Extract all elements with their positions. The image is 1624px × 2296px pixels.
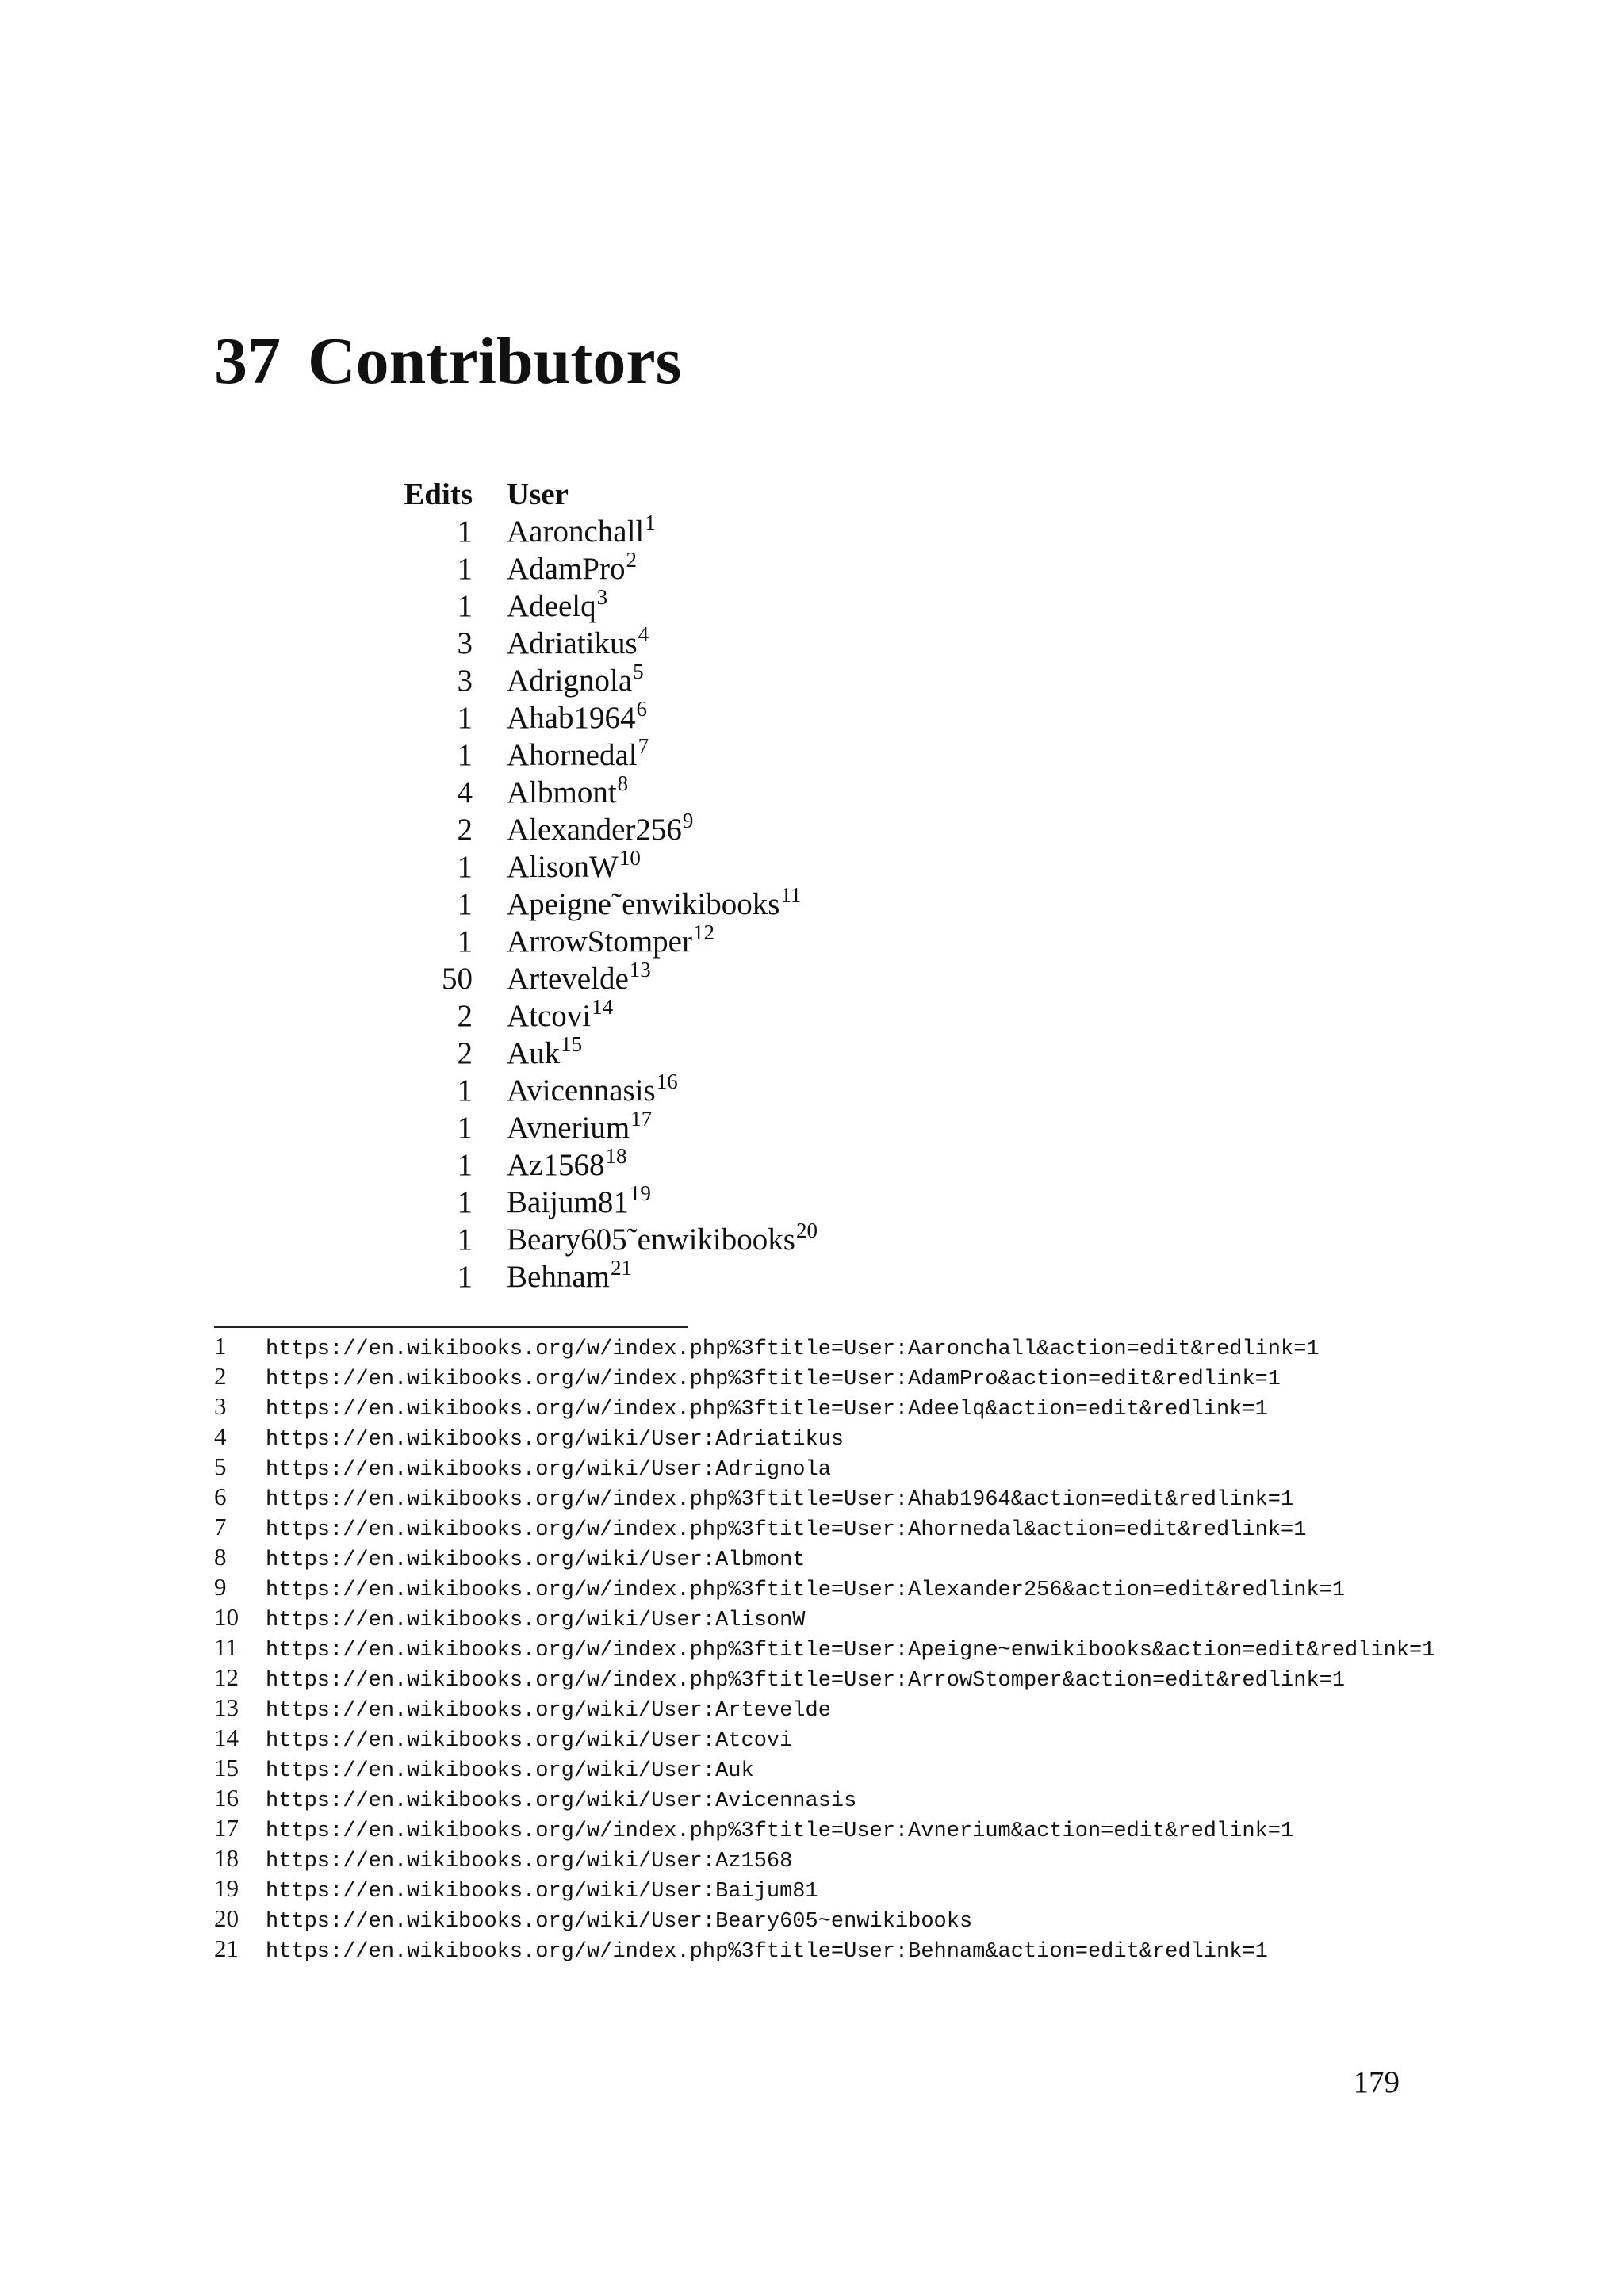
footnote xyxy=(214,1663,1562,1693)
page-number: 179 xyxy=(1353,2065,1400,2099)
footnote-url-link[interactable]: https://en.wikibooks.org/wiki/User:Baijum81 xyxy=(266,1880,818,1904)
edit-count: 1 xyxy=(457,1260,473,1294)
user-name: Artevelde xyxy=(507,962,629,996)
footnote-ref: 19 xyxy=(629,1181,651,1205)
footnote-number: 9 xyxy=(214,1573,227,1601)
user-name: Avnerium xyxy=(507,1111,630,1145)
footnote-url-link[interactable]: https://en.wikibooks.org/w/index.php%3ftitle=User:Avnerium&action=edit&redlink=1 xyxy=(266,1820,1294,1843)
footnote xyxy=(214,1632,1562,1663)
footnote xyxy=(214,1602,1562,1632)
footnote xyxy=(214,1572,1562,1602)
footnote-number: 1 xyxy=(214,1332,227,1360)
footnote xyxy=(214,1873,1562,1904)
table-row xyxy=(381,1032,1094,1072)
footnote-ref: 6 xyxy=(636,697,647,721)
user-name: Adriatikus xyxy=(507,626,638,660)
user-cell xyxy=(507,883,802,923)
table-row xyxy=(381,1072,1094,1109)
table-row xyxy=(381,997,1094,1035)
footnote xyxy=(214,1723,1562,1753)
chapter-heading xyxy=(214,324,682,398)
edit-count: 3 xyxy=(457,664,473,698)
user-name: Albmont xyxy=(507,775,617,809)
user-name: Az1568 xyxy=(507,1148,605,1182)
footnote-number: 13 xyxy=(214,1693,239,1721)
footnote xyxy=(214,1452,1562,1482)
user-cell xyxy=(507,550,637,587)
user-cell xyxy=(507,811,693,848)
user-cell xyxy=(507,1072,678,1109)
contributors-table xyxy=(381,476,1094,1295)
user-name: Apeigne˜enwikibooks xyxy=(507,887,780,921)
footnote-url-link[interactable]: https://en.wikibooks.org/wiki/User:Adriatikus xyxy=(266,1428,845,1452)
footnote xyxy=(214,1783,1562,1813)
footnote-ref: 1 xyxy=(645,511,656,534)
footnote xyxy=(214,1813,1562,1843)
table-row xyxy=(381,883,1094,923)
table-row xyxy=(381,1181,1094,1221)
footnote-number: 2 xyxy=(214,1362,227,1390)
footnote-ref: 2 xyxy=(626,548,637,572)
footnote xyxy=(214,1843,1562,1873)
footnote-ref: 10 xyxy=(619,846,641,870)
user-cell xyxy=(507,960,651,997)
table-header xyxy=(381,476,1094,513)
footnote-ref: 20 xyxy=(795,1219,818,1242)
user-name: AlisonW xyxy=(507,850,619,884)
footnote xyxy=(214,1904,1562,1934)
edit-count: 1 xyxy=(457,1223,473,1257)
footnote-url-link[interactable]: https://en.wikibooks.org/wiki/User:Adrignola xyxy=(266,1458,831,1482)
footnote-number: 11 xyxy=(214,1633,238,1661)
footnote-url-link[interactable]: https://en.wikibooks.org/w/index.php%3ftitle=User:Alexander256&action=edit&redlink=1 xyxy=(266,1578,1346,1602)
edit-count: 1 xyxy=(457,701,473,735)
footnote-ref: 12 xyxy=(692,920,714,944)
footnote-number: 14 xyxy=(214,1724,239,1751)
footnote-number: 16 xyxy=(214,1784,239,1812)
footnote-ref: 18 xyxy=(605,1144,627,1168)
footnote-url-link[interactable]: https://en.wikibooks.org/wiki/User:Beary605~enwikibooks xyxy=(266,1910,973,1934)
user-cell xyxy=(507,587,607,625)
user-name: Auk xyxy=(507,1036,561,1070)
footnote-url-link[interactable]: https://en.wikibooks.org/w/index.php%3ftitle=User:AdamPro&action=edit&redlink=1 xyxy=(266,1368,1281,1391)
footnote-ref: 14 xyxy=(592,995,614,1019)
footnote-number: 8 xyxy=(214,1543,227,1571)
user-cell xyxy=(507,997,613,1035)
footnote-url-link[interactable]: https://en.wikibooks.org/wiki/User:Albmont xyxy=(266,1548,806,1572)
footnote xyxy=(214,1542,1562,1572)
footnote-number: 12 xyxy=(214,1663,239,1691)
edit-count: 1 xyxy=(457,924,473,959)
column-header-edits: Edits xyxy=(404,477,473,511)
footnote-url-link[interactable]: https://en.wikibooks.org/w/index.php%3ftitle=User:Adeelq&action=edit&redlink=1 xyxy=(266,1398,1268,1422)
footnote-number: 3 xyxy=(214,1392,227,1420)
footnote xyxy=(214,1693,1562,1723)
footnote-url-link[interactable]: https://en.wikibooks.org/wiki/User:Artevelde xyxy=(266,1699,831,1723)
footnote-ref: 5 xyxy=(633,660,644,683)
footnote-url-link[interactable]: https://en.wikibooks.org/w/index.php%3ftitle=User:Ahornedal&action=edit&redlink=1 xyxy=(266,1518,1307,1542)
user-cell xyxy=(507,1109,652,1146)
footnote-number: 6 xyxy=(214,1483,227,1510)
footnote-ref: 3 xyxy=(596,585,608,609)
table-row xyxy=(381,771,1094,811)
edit-count: 2 xyxy=(457,813,473,847)
footnote-ref: 15 xyxy=(561,1032,583,1056)
edit-count: 1 xyxy=(457,589,473,623)
user-cell xyxy=(507,771,629,811)
user-name: Ahab1964 xyxy=(507,701,636,735)
footnote-ref: 4 xyxy=(638,622,649,646)
table-row xyxy=(381,960,1094,997)
footnote-url-link[interactable]: https://en.wikibooks.org/w/index.php%3ftitle=User:Aaronchall&action=edit&redlink=1 xyxy=(266,1337,1320,1361)
footnote xyxy=(214,1934,1562,1964)
user-name: Aaronchall xyxy=(507,515,645,549)
column-header-user: User xyxy=(507,477,569,511)
edit-count: 1 xyxy=(457,515,473,549)
footnote-number: 5 xyxy=(214,1452,227,1480)
user-cell xyxy=(507,1146,626,1184)
edit-count: 1 xyxy=(457,850,473,884)
user-cell xyxy=(507,920,714,960)
footnote xyxy=(214,1422,1562,1452)
table-row xyxy=(381,1221,1094,1258)
edit-count: 2 xyxy=(457,999,473,1033)
footnote-separator-rule xyxy=(214,1326,688,1328)
footnote xyxy=(214,1361,1562,1391)
footnote-number: 7 xyxy=(214,1513,227,1540)
user-name: Adeelq xyxy=(507,589,596,623)
footnote-url-link[interactable]: https://en.wikibooks.org/wiki/User:AlisonW xyxy=(266,1609,806,1632)
user-name: Behnam xyxy=(507,1260,610,1294)
table-row xyxy=(381,513,1094,550)
footnote-url-link[interactable]: https://en.wikibooks.org/w/index.php%3ftitle=User:Behnam&action=edit&redlink=1 xyxy=(266,1940,1268,1964)
footnote-url-link[interactable]: https://en.wikibooks.org/wiki/User:Avicennasis xyxy=(266,1789,857,1813)
table-row xyxy=(381,550,1094,587)
edit-count: 2 xyxy=(457,1036,473,1070)
footnote-number: 15 xyxy=(214,1754,239,1781)
table-row xyxy=(381,811,1094,848)
footnote-number: 4 xyxy=(214,1422,227,1450)
footnote-url-link[interactable]: https://en.wikibooks.org/w/index.php%3ftitle=User:Ahab1964&action=edit&redlink=1 xyxy=(266,1488,1294,1512)
user-cell xyxy=(507,1032,583,1072)
table-row xyxy=(381,699,1094,737)
table-row xyxy=(381,587,1094,625)
user-cell xyxy=(507,622,649,662)
edit-count: 50 xyxy=(442,962,473,996)
user-name: Alexander256 xyxy=(507,813,682,847)
footnote-number: 17 xyxy=(214,1814,239,1842)
footnote-number: 18 xyxy=(214,1844,239,1872)
footnote-ref: 13 xyxy=(629,958,651,982)
table-row xyxy=(381,1109,1094,1146)
edit-count: 1 xyxy=(457,738,473,772)
edit-count: 4 xyxy=(457,775,473,809)
user-name: ArrowStomper xyxy=(507,924,692,959)
footnote-number: 21 xyxy=(214,1934,239,1962)
footnote-ref: 17 xyxy=(630,1107,653,1131)
table-row xyxy=(381,622,1094,662)
footnote xyxy=(214,1391,1562,1422)
table-row xyxy=(381,662,1094,699)
footnote-url-link[interactable]: https://en.wikibooks.org/wiki/User:Atcovi xyxy=(266,1729,793,1753)
edit-count: 1 xyxy=(457,1185,473,1219)
user-name: Beary605˜enwikibooks xyxy=(507,1223,795,1257)
table-row xyxy=(381,848,1094,886)
footnote-ref: 21 xyxy=(610,1256,632,1280)
footnote xyxy=(214,1482,1562,1512)
user-cell xyxy=(507,1181,651,1221)
footnote-url-link[interactable]: https://en.wikibooks.org/wiki/User:Auk xyxy=(266,1759,754,1783)
edit-count: 3 xyxy=(457,626,473,660)
user-cell xyxy=(507,513,656,550)
footnote-ref: 9 xyxy=(682,809,694,832)
user-name: AdamPro xyxy=(507,552,626,586)
user-name: Atcovi xyxy=(507,999,592,1033)
footnote-number: 20 xyxy=(214,1904,239,1932)
user-name: Baijum81 xyxy=(507,1185,629,1219)
user-cell xyxy=(507,1258,632,1295)
chapter-title: Contributors xyxy=(308,324,682,398)
footnote-url-link[interactable]: https://en.wikibooks.org/w/index.php%3ftitle=User:Apeigne~enwikibooks&action=edit&redlink=1 xyxy=(266,1639,1435,1663)
user-cell xyxy=(507,699,647,737)
chapter-number: 37 xyxy=(214,324,281,398)
footnote xyxy=(214,1512,1562,1542)
footnotes xyxy=(214,1331,1562,1964)
table-row xyxy=(381,1146,1094,1184)
user-cell xyxy=(507,1221,818,1258)
user-name: Adrignola xyxy=(507,664,633,698)
footnote-url-link[interactable]: https://en.wikibooks.org/wiki/User:Az1568 xyxy=(266,1850,793,1873)
footnote-ref: 16 xyxy=(656,1070,678,1093)
edit-count: 1 xyxy=(457,887,473,921)
user-name: Ahornedal xyxy=(507,738,638,772)
user-name: Avicennasis xyxy=(507,1073,656,1108)
footnote-number: 10 xyxy=(214,1603,239,1631)
footnote-number: 19 xyxy=(214,1874,239,1902)
user-cell xyxy=(507,662,644,699)
edit-count: 1 xyxy=(457,1111,473,1145)
footnote xyxy=(214,1331,1562,1361)
footnote-ref: 11 xyxy=(780,883,802,907)
edit-count: 1 xyxy=(457,1148,473,1182)
footnote-ref: 8 xyxy=(617,771,629,795)
user-cell xyxy=(507,734,649,774)
edit-count: 1 xyxy=(457,1073,473,1108)
footnote xyxy=(214,1753,1562,1783)
table-row xyxy=(381,1258,1094,1295)
edit-count: 1 xyxy=(457,552,473,586)
user-cell xyxy=(507,848,641,886)
table-row xyxy=(381,734,1094,774)
table-row xyxy=(381,920,1094,960)
footnote-ref: 7 xyxy=(638,734,649,758)
footnote-url-link[interactable]: https://en.wikibooks.org/w/index.php%3ftitle=User:ArrowStomper&action=edit&redlink=1 xyxy=(266,1669,1346,1693)
